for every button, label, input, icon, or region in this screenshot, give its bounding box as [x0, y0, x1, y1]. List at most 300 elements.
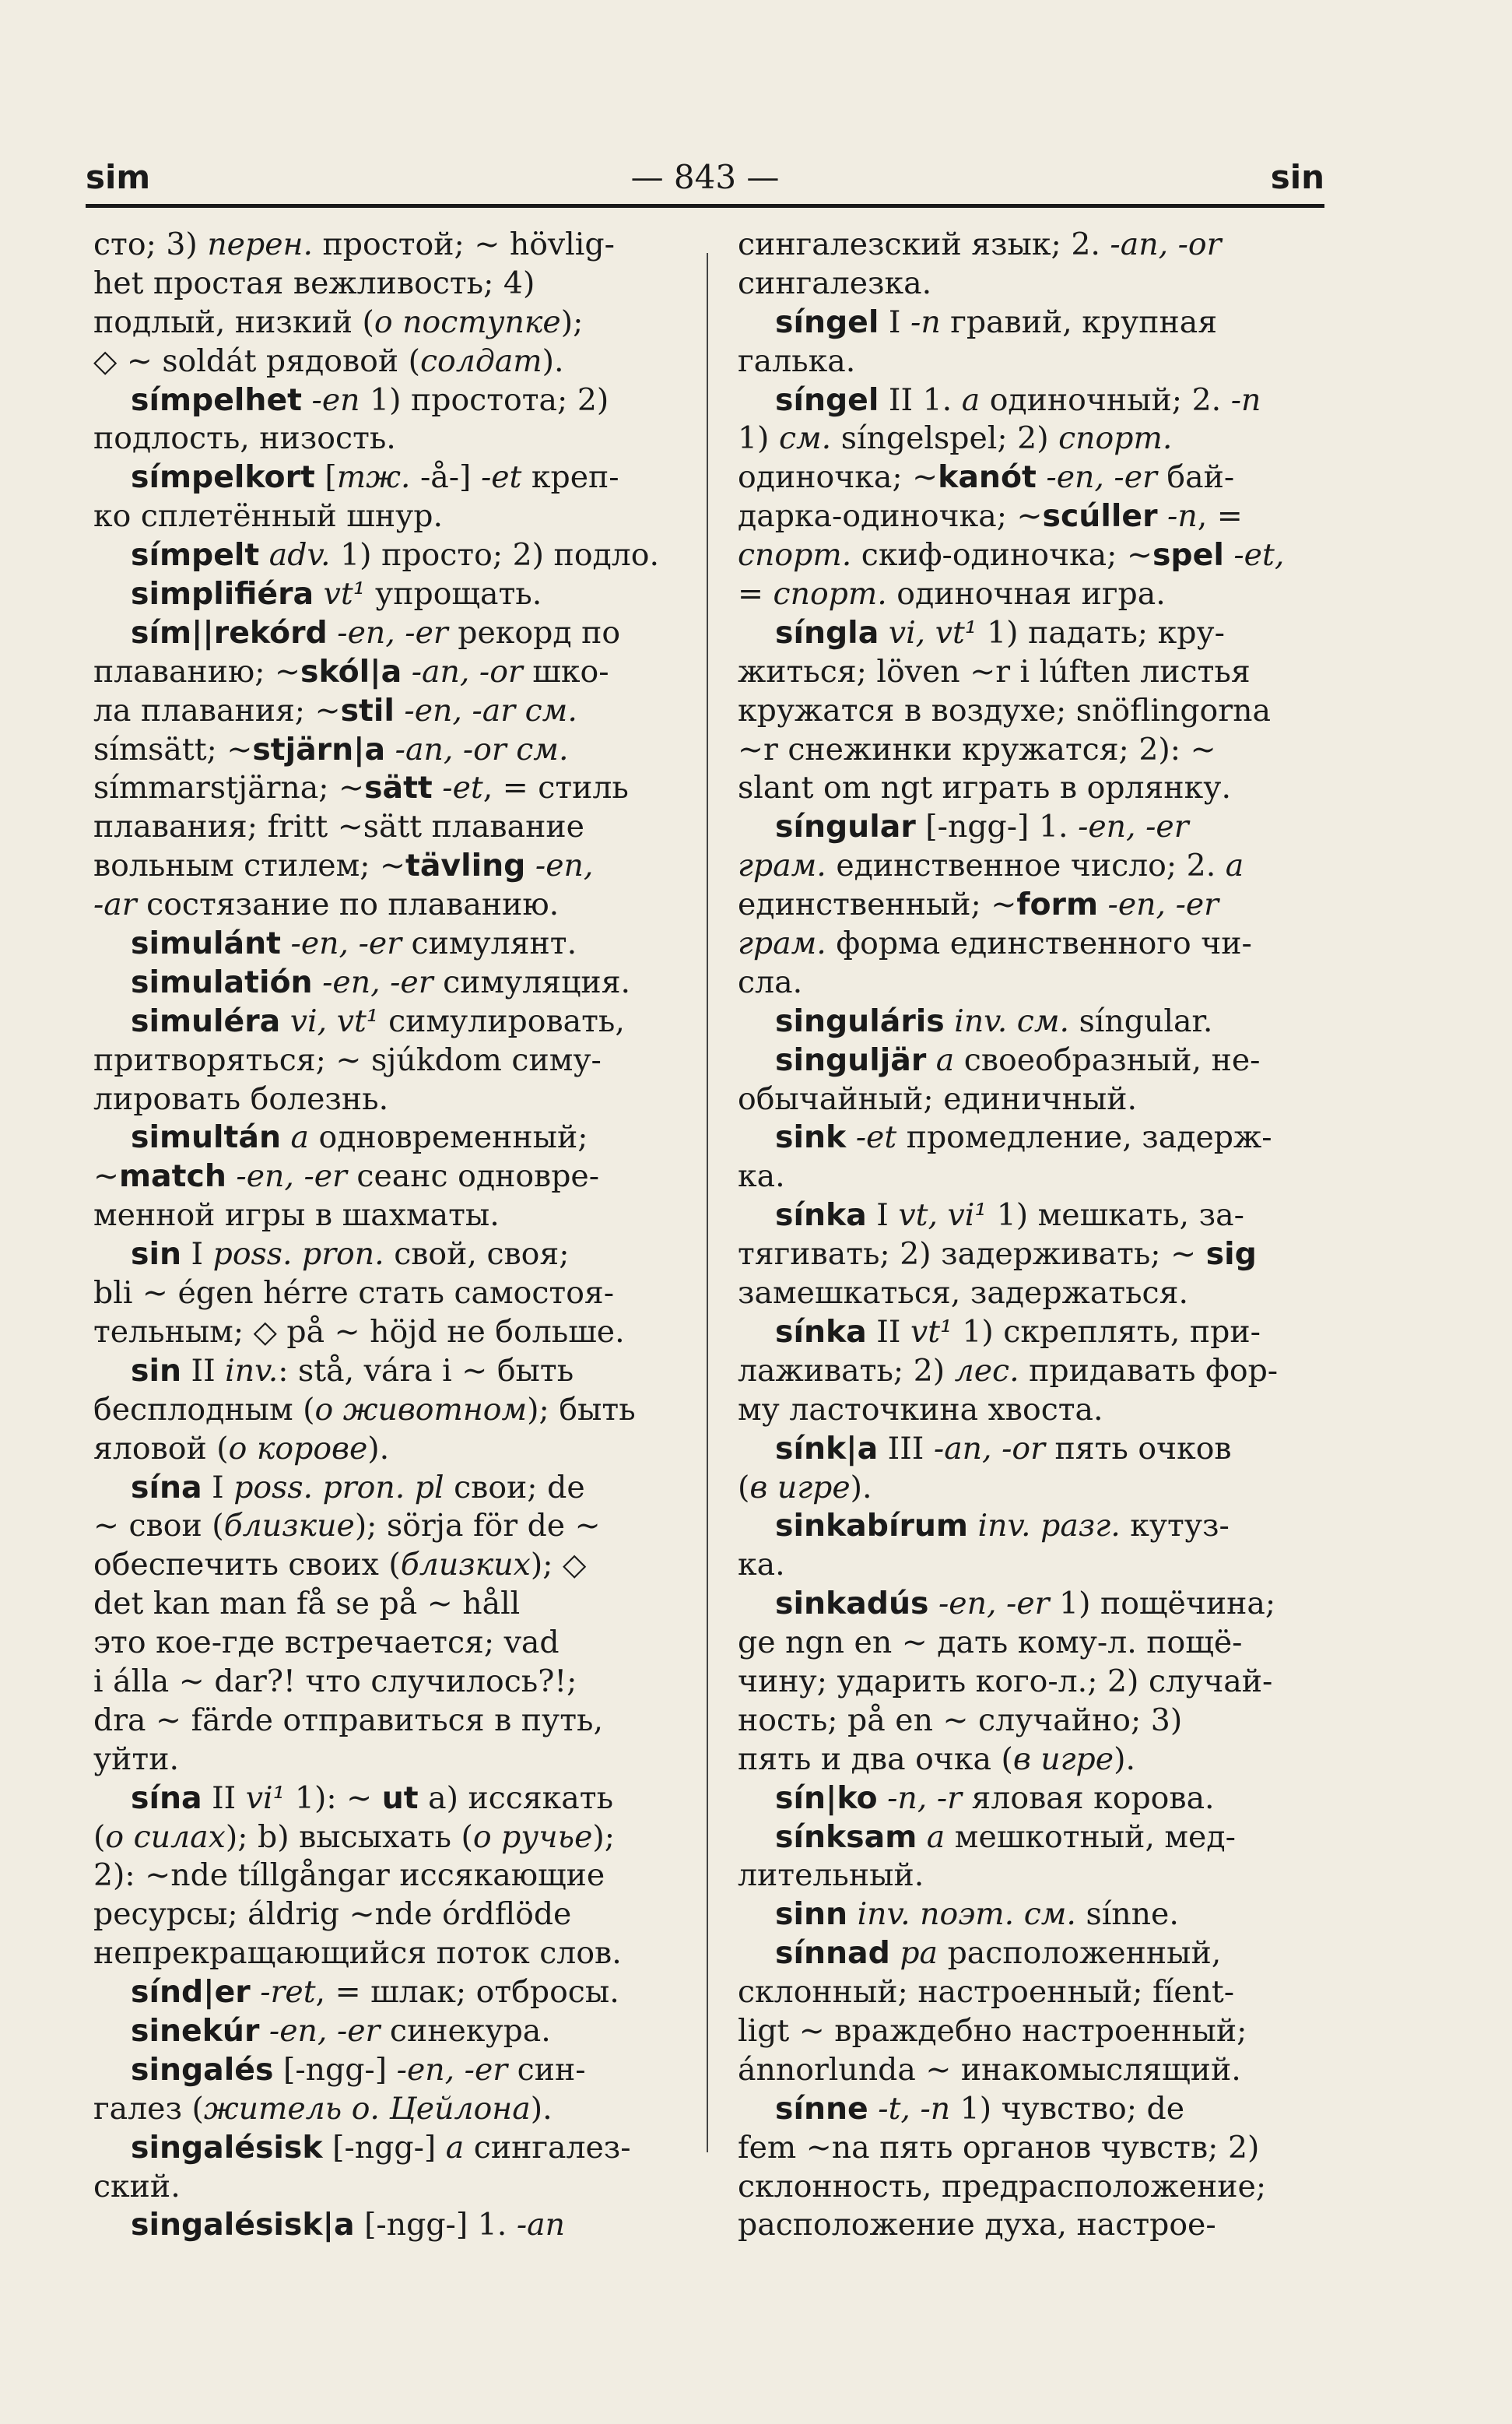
definition-text: =	[738, 576, 774, 613]
definition-text: det kan man få se på ~ håll	[93, 1586, 521, 1622]
definition-text: бесплодным (	[93, 1391, 315, 1428]
headword: sínk|a	[775, 1430, 879, 1467]
right-column	[738, 226, 1329, 2245]
definition-text: , = шлак; отбросы.	[315, 1974, 619, 2011]
definition-text: [-ngg-]	[322, 2129, 446, 2166]
definition-text	[926, 1042, 936, 1078]
grammar-label: -en, -er	[322, 964, 433, 1000]
definition-text	[1158, 498, 1168, 534]
grammar-label: -ret	[260, 1974, 316, 2011]
headword: singalés	[131, 2051, 274, 2088]
definition-text: 1) чувство; de	[950, 2090, 1185, 2127]
definition-text: тягивать; 2) задерживать; ~	[738, 1236, 1206, 1273]
entry-start-line	[738, 614, 1329, 653]
page-number: — 843 —	[630, 158, 780, 196]
headword: ut	[381, 1779, 419, 1816]
definition-text	[1037, 459, 1047, 495]
definition-text: ла плавания; ~	[93, 692, 341, 729]
headword: sím||rekórd	[131, 614, 328, 651]
definition-text: 1)	[738, 420, 779, 457]
grammar-label: перен.	[207, 227, 313, 262]
grammar-label: -en	[311, 381, 360, 418]
definition-text	[302, 382, 312, 418]
headword: sín|ko	[775, 1779, 878, 1816]
definition-text	[928, 1586, 938, 1621]
grammar-label: в игре	[749, 1469, 851, 1505]
headword: sínne	[775, 2090, 868, 2127]
definition-text: fem ~na пять органов чувств; 2)	[738, 2129, 1260, 2166]
headword: simultán	[131, 1119, 281, 1156]
definition-text: 2): ~nde tíllgångar иссякающие	[93, 1857, 605, 1894]
definition-text: : stå, vára i ~ быть	[278, 1352, 574, 1389]
grammar-label: -t, -n	[878, 2090, 951, 2127]
definition-text: síngelspel; 2)	[831, 420, 1059, 457]
definition-text: ).	[542, 343, 564, 379]
definition-text: ); ◇	[530, 1547, 587, 1583]
headword: síngel	[775, 304, 879, 340]
entry-text-line	[738, 2206, 1329, 2245]
definition-text: креп-	[521, 459, 619, 496]
definition-text: 1) простота; 2)	[360, 381, 609, 418]
definition-text: плаванию; ~	[93, 653, 301, 690]
entry-start-line	[93, 536, 685, 575]
headword: singalésisk|a	[131, 2207, 355, 2243]
headword: simulatión	[131, 964, 313, 1000]
entry-start-line	[93, 575, 685, 614]
grammar-label: a	[290, 1119, 310, 1156]
entry-text-line	[93, 692, 685, 731]
grammar-label: adv.	[268, 537, 331, 574]
definition-text	[385, 732, 395, 768]
definition-text: свой, своя;	[384, 1236, 570, 1273]
grammar-label: a	[445, 2129, 465, 2166]
headword: singalésisk	[131, 2129, 323, 2166]
entry-text-line	[738, 692, 1329, 731]
grammar-label: в игре	[1012, 1741, 1114, 1777]
grammar-label: vi¹	[245, 1779, 286, 1816]
grammar-label: -en, -er	[290, 926, 402, 962]
grammar-label: -en,	[535, 848, 594, 884]
headword: sinn	[775, 1896, 848, 1933]
definition-text: непрекращающийся поток слов.	[93, 1935, 622, 1972]
entry-text-line	[738, 1857, 1329, 1895]
entry-text-line	[93, 2168, 685, 2207]
definition-text: бай-	[1156, 459, 1235, 496]
entry-text-line	[93, 1934, 685, 1973]
grammar-label: a	[935, 1042, 955, 1078]
definition-text: вольным стилем; ~	[93, 848, 406, 884]
definition-text: bli ~ égen hérre стать самостоя-	[93, 1275, 615, 1312]
definition-text	[259, 2013, 269, 2049]
grammar-label: -en, -er	[1078, 809, 1189, 845]
headword: stjärn|a	[252, 731, 386, 768]
headword: sig	[1205, 1236, 1257, 1273]
grammar-label: спорт.	[738, 537, 852, 574]
entry-start-line	[738, 1934, 1329, 1973]
entry-text-line	[738, 1702, 1329, 1741]
entry-text-line	[738, 1352, 1329, 1391]
headword: singuljär	[775, 1042, 927, 1078]
entry-start-line	[738, 1430, 1329, 1469]
grammar-label: -an, -or см.	[395, 731, 569, 768]
entry-text-line	[93, 2090, 685, 2129]
grammar-label: poss. pron.	[212, 1236, 384, 1273]
definition-text	[879, 615, 889, 651]
definition-text: símmarstjärna; ~	[93, 770, 365, 806]
grammar-label: -en, -er	[268, 2012, 381, 2049]
definition-text	[878, 1780, 888, 1816]
definition-text: единственное число; 2.	[826, 848, 1226, 884]
definition-text: син-	[507, 2051, 586, 2088]
headword: síngular	[775, 809, 916, 845]
entry-text-line	[93, 731, 685, 770]
definition-text: ); быть	[527, 1391, 636, 1428]
entry-start-line	[738, 1895, 1329, 1934]
grammar-label: о поступке	[374, 304, 561, 340]
definition-text: het простая вежливость; 4)	[93, 265, 535, 301]
grammar-label: inv. см.	[954, 1003, 1070, 1039]
definition-text: единственный; ~	[738, 887, 1017, 923]
definition-text: ◇ ~ soldát рядовой (	[93, 343, 420, 379]
definition-text: замешкаться, задержаться.	[738, 1275, 1188, 1312]
headword: sínksam	[775, 1818, 917, 1855]
definition-text	[945, 1003, 955, 1039]
definition-text: подлость, низость.	[93, 420, 396, 457]
grammar-label: vt¹	[910, 1313, 952, 1350]
entry-text-line	[93, 847, 685, 886]
definition-text: [-ngg-] 1.	[915, 809, 1079, 845]
definition-text	[868, 2091, 879, 2127]
definition-text: лительный.	[738, 1857, 924, 1894]
entry-text-line	[738, 2129, 1329, 2168]
entry-text-line	[93, 1585, 685, 1624]
definition-text: расположение духа, настрое-	[738, 2207, 1216, 2243]
entry-start-line	[93, 2012, 685, 2051]
definition-text: 1) пощёчина;	[1049, 1586, 1276, 1622]
entry-text-line	[93, 1196, 685, 1235]
definition-text: III	[878, 1430, 934, 1467]
entry-text-line	[93, 1702, 685, 1741]
definition-text: síngular.	[1069, 1003, 1213, 1039]
entry-start-line	[738, 1119, 1329, 1158]
grammar-label: inv.	[225, 1352, 279, 1389]
headword: sinkabírum	[775, 1508, 968, 1544]
headword: tävling	[405, 848, 526, 884]
entry-text-line	[93, 769, 685, 808]
definition-text: 1) скреплять, при-	[952, 1313, 1261, 1350]
definition-text: (	[738, 1469, 750, 1505]
definition-text: сла.	[738, 964, 803, 1000]
grammar-label: о силах	[105, 1818, 226, 1855]
headword: símpelhet	[131, 381, 302, 418]
entry-start-line	[93, 2051, 685, 2090]
headword: sínka	[775, 1313, 867, 1350]
definition-text: рекорд по	[447, 614, 621, 651]
grammar-label: солдат	[420, 343, 542, 379]
headword: sink	[775, 1119, 847, 1156]
definition-text: лаживать; 2)	[738, 1352, 955, 1389]
entry-text-line	[93, 1158, 685, 1196]
definition-text	[847, 1896, 858, 1932]
entry-text-line	[738, 1546, 1329, 1585]
headword: skól|a	[300, 653, 402, 690]
entry-start-line	[738, 1818, 1329, 1857]
entry-text-line	[738, 1080, 1329, 1119]
definition-text: промедление, задерж-	[896, 1119, 1272, 1156]
entry-start-line	[93, 1469, 685, 1508]
entry-text-line	[738, 2051, 1329, 2090]
definition-text: яловой (	[93, 1430, 229, 1467]
definition-text: кружатся в воздухе; snöflingorna	[738, 692, 1271, 729]
definition-text: [	[314, 459, 337, 496]
grammar-label: о корове	[228, 1430, 368, 1467]
entry-text-line	[738, 575, 1329, 614]
header-rule	[86, 204, 1324, 208]
definition-text	[433, 770, 443, 806]
entry-start-line	[93, 458, 685, 497]
definition-text	[846, 1119, 856, 1155]
definition-text	[313, 964, 323, 1000]
definition-text: тельным; ◇ på ~ höjd не больше.	[93, 1313, 625, 1350]
definition-text: ).	[530, 2090, 553, 2127]
grammar-label: -n, -r	[887, 1779, 962, 1816]
definition-text: a) иссякать	[418, 1779, 614, 1816]
entry-text-line	[93, 420, 685, 458]
entry-start-line	[93, 925, 685, 964]
entry-text-line	[93, 343, 685, 381]
entry-text-line	[93, 1042, 685, 1080]
entry-start-line	[93, 1119, 685, 1158]
entry-text-line	[93, 1624, 685, 1663]
headword: stil	[340, 692, 395, 729]
grammar-label: -an, -or	[411, 653, 523, 690]
definition-text: сингалезский язык; 2.	[738, 227, 1110, 262]
grammar-label: -ar	[93, 887, 137, 923]
entry-start-line	[93, 381, 685, 420]
entry-text-line	[93, 1274, 685, 1313]
definition-text: склонность, предрасположение;	[738, 2168, 1267, 2204]
headword: síngla	[775, 614, 879, 651]
entry-text-line	[738, 2012, 1329, 2051]
entry-start-line	[93, 1352, 685, 1391]
grammar-label: -en, -er	[337, 614, 448, 651]
entry-text-line	[93, 1895, 685, 1934]
grammar-label: -n	[1167, 498, 1198, 535]
definition-text: ); sörja för de ~	[354, 1508, 601, 1544]
definition-text: симулянт.	[402, 926, 577, 962]
definition-text: I	[202, 1469, 234, 1505]
grammar-label: -an, -or	[1110, 227, 1222, 262]
definition-text: пять и два очка (	[738, 1741, 1013, 1777]
definition-text: своеобразный, не-	[954, 1042, 1261, 1078]
grammar-label: -en, -er	[396, 2051, 508, 2088]
definition-text: I	[879, 304, 911, 340]
grammar-label: -et	[442, 770, 483, 806]
entry-start-line	[93, 1973, 685, 2012]
definition-text: галез (	[93, 2090, 204, 2127]
column-divider	[707, 253, 708, 2152]
grammar-label: житель о. Цейлона	[203, 2090, 531, 2127]
entry-start-line	[93, 1235, 685, 1274]
definition-text: расположенный,	[938, 1935, 1222, 1972]
definition-text	[395, 693, 405, 729]
definition-text: , =	[1197, 498, 1243, 535]
grammar-label: a	[1225, 848, 1244, 884]
definition-text: мешкотный, мед-	[945, 1818, 1236, 1855]
entry-start-line	[738, 2090, 1329, 2129]
definition-text: сеанс одновре-	[346, 1158, 600, 1195]
definition-text: гравий, крупная	[940, 304, 1218, 340]
headword: sína	[131, 1779, 202, 1816]
headword: sinkadús	[775, 1586, 929, 1622]
entry-text-line	[738, 1391, 1329, 1430]
definition-text: );	[592, 1818, 616, 1855]
entry-text-line	[93, 1430, 685, 1469]
entry-start-line	[93, 614, 685, 653]
grammar-label: -et	[855, 1119, 897, 1156]
grammar-label: спорт.	[1058, 420, 1173, 457]
headword: símpelt	[131, 537, 260, 574]
entry-text-line	[93, 497, 685, 536]
entry-text-line	[738, 1663, 1329, 1702]
entry-text-line	[93, 226, 685, 265]
headword: sätt	[364, 770, 433, 806]
definition-text	[525, 848, 535, 884]
grammar-label: vi, vt¹	[888, 614, 977, 651]
grammar-label: vi, vt¹	[289, 1003, 379, 1039]
entry-text-line	[93, 1507, 685, 1546]
grammar-label: о ручье	[472, 1818, 593, 1855]
grammar-label: pa	[900, 1935, 938, 1972]
entry-text-line	[93, 1741, 685, 1779]
headword: sína	[131, 1469, 202, 1505]
definition-text: i álla ~ dar?! что случилось?!;	[93, 1663, 577, 1699]
definition-text: ка.	[738, 1158, 785, 1195]
entry-text-line	[738, 731, 1329, 770]
grammar-label: -en, -er	[938, 1586, 1050, 1622]
grammar-label: близких	[400, 1547, 531, 1583]
entry-start-line	[93, 1003, 685, 1042]
definition-text: símsätt; ~	[93, 731, 253, 768]
headword: sin	[131, 1352, 181, 1389]
definition-text: подлый, низкий (	[93, 304, 374, 340]
entry-text-line	[738, 458, 1329, 497]
entry-text-line	[738, 343, 1329, 381]
definition-text	[402, 654, 412, 690]
entry-text-line	[93, 265, 685, 304]
definition-text: симуляция.	[433, 964, 631, 1000]
definition-text: ресурсы; áldrig ~nde órdflöde	[93, 1896, 572, 1933]
definition-text: одновременный;	[309, 1119, 588, 1156]
grammar-label: a	[961, 381, 981, 418]
definition-text: галька.	[738, 343, 856, 379]
definition-text: II 1.	[879, 381, 962, 418]
entry-text-line	[738, 1235, 1329, 1274]
entry-start-line	[738, 1507, 1329, 1546]
definition-text: ).	[367, 1430, 390, 1467]
definition-text	[251, 1974, 261, 2010]
definition-text	[280, 1003, 290, 1039]
entry-start-line	[738, 1003, 1329, 1042]
definition-text: sínne.	[1075, 1896, 1179, 1933]
grammar-label: -n	[1230, 381, 1261, 418]
definition-text: , = стиль	[482, 770, 629, 806]
grammar-label: poss. pron. pl	[233, 1469, 444, 1505]
grammar-label: -an, -or	[933, 1430, 1045, 1467]
entry-start-line	[93, 964, 685, 1003]
entry-start-line	[738, 1585, 1329, 1624]
grammar-label: -et,	[1233, 537, 1285, 574]
definition-text: лировать болезнь.	[93, 1080, 389, 1117]
definition-text: придавать фор-	[1019, 1352, 1279, 1389]
entry-text-line	[93, 1663, 685, 1702]
definition-text: ).	[850, 1469, 872, 1505]
definition-text	[328, 615, 338, 651]
definition-text	[917, 1819, 927, 1855]
grammar-label: -et	[480, 459, 522, 496]
grammar-label: -an	[516, 2207, 566, 2243]
grammar-label: лес.	[954, 1352, 1019, 1389]
definition-text: му ласточкина хвоста.	[738, 1391, 1103, 1428]
grammar-label: близкие	[223, 1508, 355, 1544]
definition-text: уйти.	[93, 1741, 179, 1777]
definition-text: яловая корова.	[961, 1779, 1215, 1816]
headword: simuléra	[131, 1003, 281, 1039]
entry-text-line	[738, 1274, 1329, 1313]
entry-text-line	[738, 265, 1329, 304]
definition-text: I	[866, 1197, 899, 1234]
definition-text: ligt ~ враждебно настроенный;	[738, 2012, 1247, 2049]
definition-text: свои; de	[444, 1469, 585, 1505]
grammar-label: -en, -er	[1107, 887, 1219, 923]
definition-text: дарка-одиночка; ~	[738, 498, 1043, 535]
definition-text: форма единственного чи-	[826, 926, 1252, 962]
definition-text: 1) падать; кру-	[977, 614, 1225, 651]
entry-text-line	[738, 1158, 1329, 1196]
headword: sínnad	[775, 1935, 890, 1972]
entry-text-line	[738, 653, 1329, 692]
definition-text: ge ngn en ~ дать кому-л. пощё-	[738, 1625, 1243, 1661]
definition-text: менной игры в шахматы.	[93, 1197, 500, 1234]
entry-start-line	[93, 1779, 685, 1818]
definition-text: slant om ngt играть в орлянку.	[738, 770, 1231, 806]
definition-text: пять очков	[1044, 1430, 1232, 1467]
definition-text	[890, 1935, 900, 1971]
definition-text: шко-	[522, 653, 609, 690]
definition-text: одиночная игра.	[886, 576, 1166, 613]
entry-text-line	[93, 304, 685, 343]
headword: form	[1016, 887, 1098, 923]
right-guide-word: sin	[1270, 158, 1324, 196]
page-header	[86, 154, 1324, 201]
entry-text-line	[738, 2168, 1329, 2207]
entry-text-line	[738, 886, 1329, 925]
definition-text	[259, 537, 269, 573]
grammar-label: -en, -er	[236, 1158, 347, 1195]
definition-text: ка.	[738, 1547, 785, 1583]
definition-text: ánnorlunda ~ инакомыслящий.	[738, 2051, 1241, 2088]
headword: kanót	[938, 459, 1037, 496]
definition-text: упрощать.	[365, 576, 542, 613]
grammar-label: о животном	[314, 1391, 528, 1428]
headword: match	[119, 1158, 226, 1195]
definition-text: состязание по плаванию.	[136, 887, 560, 923]
entry-text-line	[93, 1313, 685, 1352]
entry-start-line	[738, 304, 1329, 343]
entry-text-line	[738, 925, 1329, 964]
entry-text-line	[738, 847, 1329, 886]
entry-text-line	[738, 769, 1329, 808]
